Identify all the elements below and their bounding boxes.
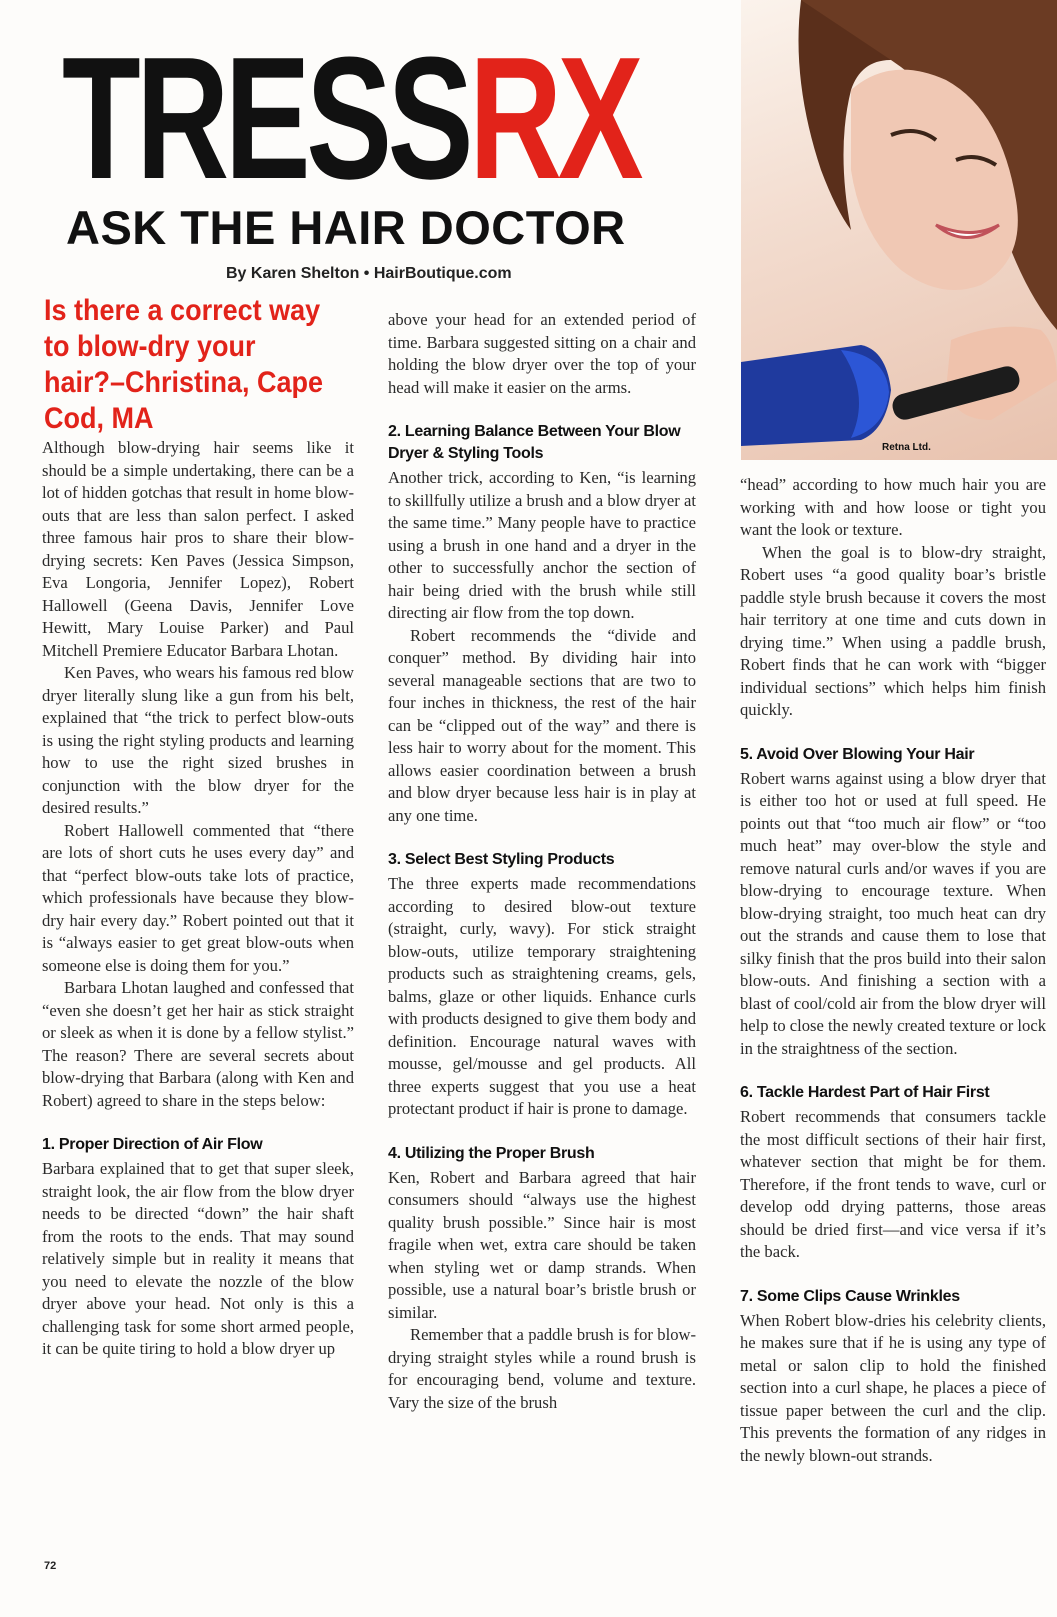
page-number: 72: [44, 1560, 57, 1572]
byline: By Karen Shelton • HairBoutique.com: [226, 265, 512, 282]
column-2: [388, 309, 696, 1414]
section-body-4: Remember that a paddle brush is for blow-drying straight styles while a round brush is for encouraging bend, volume and texture. Vary the size of the brush: [388, 1325, 696, 1412]
masthead: [62, 20, 742, 215]
section-body-2: Robert recommends the “divide and conquer” method. By dividing hair into several manageable sections that are two to four inches in thickness, the rest of the hair can be “clipped out of the way” and there is less hair to worry about for the moment. This allows easier coordination between a brush and blow dryer because less hair is in play at any one time.: [388, 625, 696, 825]
section-heading-1: 1. Proper Direction of Air Flow: [42, 1136, 263, 1153]
intro-paragraph: Ken Paves, who wears his famous red blow dryer literally slung like a gun from his belt, explained that “the trick to perfect blow-outs is using the right styling products and learning how to use the right sized brushes in conjunction with the blow dryer for the desired results.”: [42, 663, 354, 817]
woman-blow-drying-photo: [741, 0, 1057, 460]
section-body-4: Ken, Robert and Barbara agreed that hair consumers should “always use the highest quality brush possible.” Since hair is most fragile when wet, extra care should be taken when styling wet or damp strands. When possible, use a natural boar’s bristle brush or similar.: [388, 1167, 696, 1322]
column-3: [740, 474, 1046, 1467]
intro-paragraph: Barbara Lhotan laughed and confessed that “even she doesn’t get her hair as stick straight or sleek as when it is done by a fellow stylist.” The reason? There are several secrets about blow-drying that Barbara (along with Ken and Robert) agreed to share in the steps below:: [42, 978, 354, 1110]
intro-paragraph: Robert Hallowell commented that “there are lots of short cuts he uses every day” and that “perfect blow-outs take lots of practice, which professionals have because they blow-dry hair every day.” Robert pointed out that it is “always easier to get great blow-outs when someone else is doing them for you.”: [42, 820, 354, 975]
page-title: [62, 20, 640, 215]
section-body-5: Robert warns against using a blow dryer that is either too hot or used at full speed. He points out that “too much air flow” or “too much heat” may over-blow the style and remove natural curls and/or waves if you are blow-drying to encourage texture. When blow-drying straight, too much heat can dry out the strands and cause them to lose that silky finish that the pros build into their salon blow-outs. And finishing a section with a blast of cool/cold air from the blow dryer will help to close the newly created texture or lock in the straightness of the section.: [740, 768, 1046, 1058]
section-body-1-continued: above your head for an extended period of time. Barbara suggested sitting on a chair and holding the blow dryer over the top of your head will make it easier on the arms.: [388, 310, 696, 397]
title-tress: TRESS: [62, 20, 470, 215]
section-heading-7: 7. Some Clips Cause Wrinkles: [740, 1287, 960, 1305]
column-1: [42, 437, 354, 1361]
section-heading-6: 6. Tackle Hardest Part of Hair First: [740, 1084, 990, 1101]
section-body-3: The three experts made recommendations according to desired blow-out texture (straight, curly, wavy). For stick straight blow-outs, utilize temporary straightening products such as straightening creams, gels, balms, glaze or other liquids. Enhance curls with products designed to give them body and definition. Encourage natural waves with mousse, gel/mousse and gel products. All three experts suggest that you use a heat protectant product if hair is prone to damage.: [388, 874, 696, 1118]
section-body-1: Barbara explained that to get that super sleek, straight look, the air flow from the blow dryer needs to be directed “down” the hair shaft from the roots to the ends. That may sound relatively simple but in reality it means that you need to elevate the nozzle of the blow dryer above your head. Not only is this a challenging task for some short armed people, it can be quite tiring to hold a blow dryer up: [42, 1159, 354, 1358]
question-heading: Is there a correct way to blow-dry your hair?–Christina, Cape Cod, MA: [44, 294, 324, 435]
section-body-2: Another trick, according to Ken, “is learning to skillfully utilize a brush and a blow dryer at the same time.” Many people have to practice using a brush in one hand and a dryer in the other to successfully anchor the section of hair being dried with the brush while still directing air flow from the top down.: [388, 468, 696, 622]
section-heading-2: 2. Learning Balance Between Your Blow Dryer & Styling Tools: [388, 423, 681, 462]
photo-credit: Retna Ltd.: [882, 442, 931, 453]
page-subtitle: ASK THE HAIR DOCTOR: [66, 201, 626, 254]
title-rx: RX: [469, 20, 640, 215]
section-heading-4: 4. Utilizing the Proper Brush: [388, 1144, 595, 1162]
section-heading-3: 3. Select Best Styling Products: [388, 851, 615, 868]
intro-paragraph: Although blow-drying hair seems like it should be a simple undertaking, there can be a lot of hidden gotchas that result in home blow-outs that are less than salon perfect. I asked three famous hair pros to share their blow-drying secrets: Ken Paves (Jessica Simpson, Eva Longoria, Jennifer Lopez), Robert Hallowell (Geena Davis, Jennifer Love Hewitt, Mary Louise Parker) and Paul Mitchell Premiere Educator Barbara Lhotan.: [42, 438, 354, 660]
section-body-7: When Robert blow-dries his celebrity clients, he makes sure that if he is using any type of metal or salon clip to hold the finished section into a curl shape, he places a piece of tissue paper between the curl and the clip. This prevents the formation of any ridges in the newly blown-out strands.: [740, 1310, 1046, 1465]
photo-illustration: [741, 0, 1057, 460]
section-body-6: Robert recommends that consumers tackle the most difficult sections of their hair first, whatever section that might be for them. Therefore, if the front tends to wave, curl or develop odd drying patterns, those areas should be dried first—and vice versa if it’s the back.: [740, 1107, 1046, 1261]
section-body-4-continued: When the goal is to blow-dry straight, Robert uses “a good quality boar’s bristle paddle style brush because it covers the most hair territory at one time and cuts down in drying time.” When using a paddle brush, Robert finds that he can work with “bigger individual sections” which helps him finish quickly.: [740, 542, 1046, 719]
section-heading-5: 5. Avoid Over Blowing Your Hair: [740, 745, 975, 763]
section-body-4-continued: “head” according to how much hair you are working with and how loose or tight you want the look or texture.: [740, 475, 1046, 539]
